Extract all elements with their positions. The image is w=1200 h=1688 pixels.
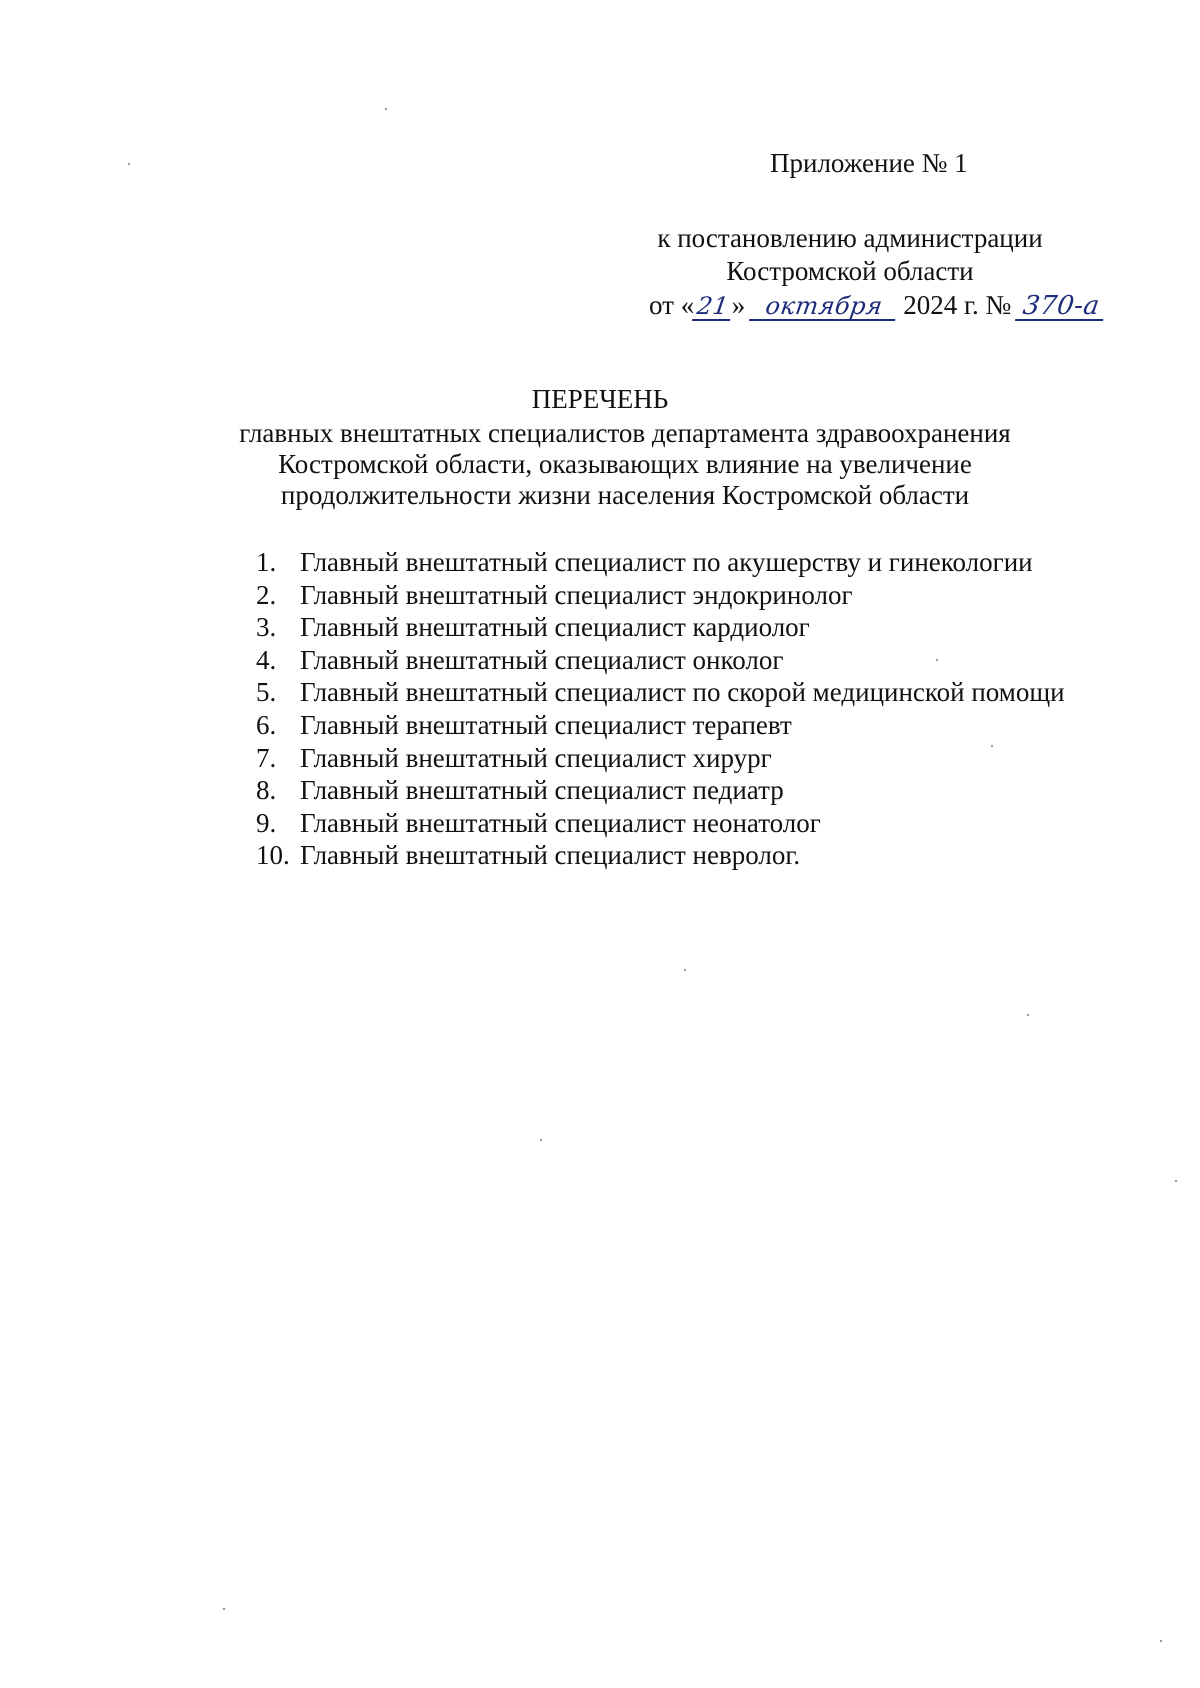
date-year: 2024 г. № (903, 290, 1012, 320)
list-item (256, 839, 1065, 872)
list-item (256, 807, 1065, 840)
resolution-line-2: Костромской области (726, 256, 974, 286)
list-item (256, 644, 1065, 677)
list-item-text: Главный внештатный специалист эндокринолог (300, 579, 853, 610)
list-heading (0, 384, 1200, 511)
list-item-number: 4. (256, 644, 277, 675)
list-item-number: 8. (256, 775, 277, 806)
heading-line-2: Костромской области, оказывающих влияние на увеличение (278, 449, 972, 479)
specialists-list (256, 546, 1065, 872)
list-item (256, 742, 1065, 775)
scan-speck (936, 659, 938, 661)
list-item (256, 611, 1065, 644)
list-item (256, 579, 1065, 612)
heading-line-3: продолжительности жизни населения Костромской области (280, 480, 970, 510)
scan-speck (1027, 1014, 1029, 1016)
handwritten-resolution-number: 370-а (1015, 293, 1107, 321)
list-item-text: Главный внештатный специалист хирург (300, 742, 772, 773)
list-item-number: 5. (256, 677, 277, 708)
scan-speck (1175, 1180, 1177, 1182)
heading-line-1: главных внештатных специалистов департамента здравоохранения (239, 418, 1011, 448)
list-item (256, 546, 1065, 579)
handwritten-month: октября (749, 293, 899, 321)
annex-title: Приложение № 1 (770, 148, 968, 178)
scan-speck (684, 969, 686, 971)
scan-speck (1160, 1640, 1162, 1642)
list-item-text: Главный внештатный специалист по акушерству и гинекологии (300, 547, 1033, 577)
list-item-text: Главный внештатный специалист педиатр (300, 775, 784, 806)
list-item-number: 10. (256, 840, 290, 871)
list-item-text: Главный внештатный специалист кардиолог (300, 612, 810, 643)
list-item-text: Главный внештатный специалист невролог. (300, 840, 801, 871)
date-prefix: от « (649, 290, 695, 320)
handwritten-day: 21 (692, 293, 733, 321)
list-item-number: 1. (256, 547, 277, 577)
list-item-text: Главный внештатный специалист онколог (300, 644, 784, 675)
list-item (256, 709, 1065, 742)
list-item-number: 7. (256, 742, 277, 773)
list-item (256, 676, 1065, 709)
list-item-text: Главный внештатный специалист терапевт (300, 709, 792, 740)
date-quote-close: » (731, 290, 746, 320)
resolution-reference (620, 222, 1102, 322)
resolution-date-line (620, 289, 1102, 322)
list-item-number: 6. (256, 709, 277, 740)
scan-speck (223, 1608, 225, 1610)
list-item-text: Главный внештатный специалист неонатолог (300, 807, 821, 838)
resolution-line-1: к постановлению администрации (657, 223, 1043, 253)
scan-speck (540, 1139, 542, 1141)
scan-speck (385, 108, 387, 110)
scan-speck (991, 745, 993, 747)
list-item-number: 9. (256, 807, 277, 838)
scan-speck (128, 163, 130, 165)
list-item-text: Главный внештатный специалист по скорой медицинской помощи (300, 677, 1065, 708)
list-item-number: 3. (256, 612, 277, 643)
list-item-number: 2. (256, 579, 277, 610)
heading-title: ПЕРЕЧЕНЬ (531, 384, 669, 414)
list-item (256, 774, 1065, 807)
